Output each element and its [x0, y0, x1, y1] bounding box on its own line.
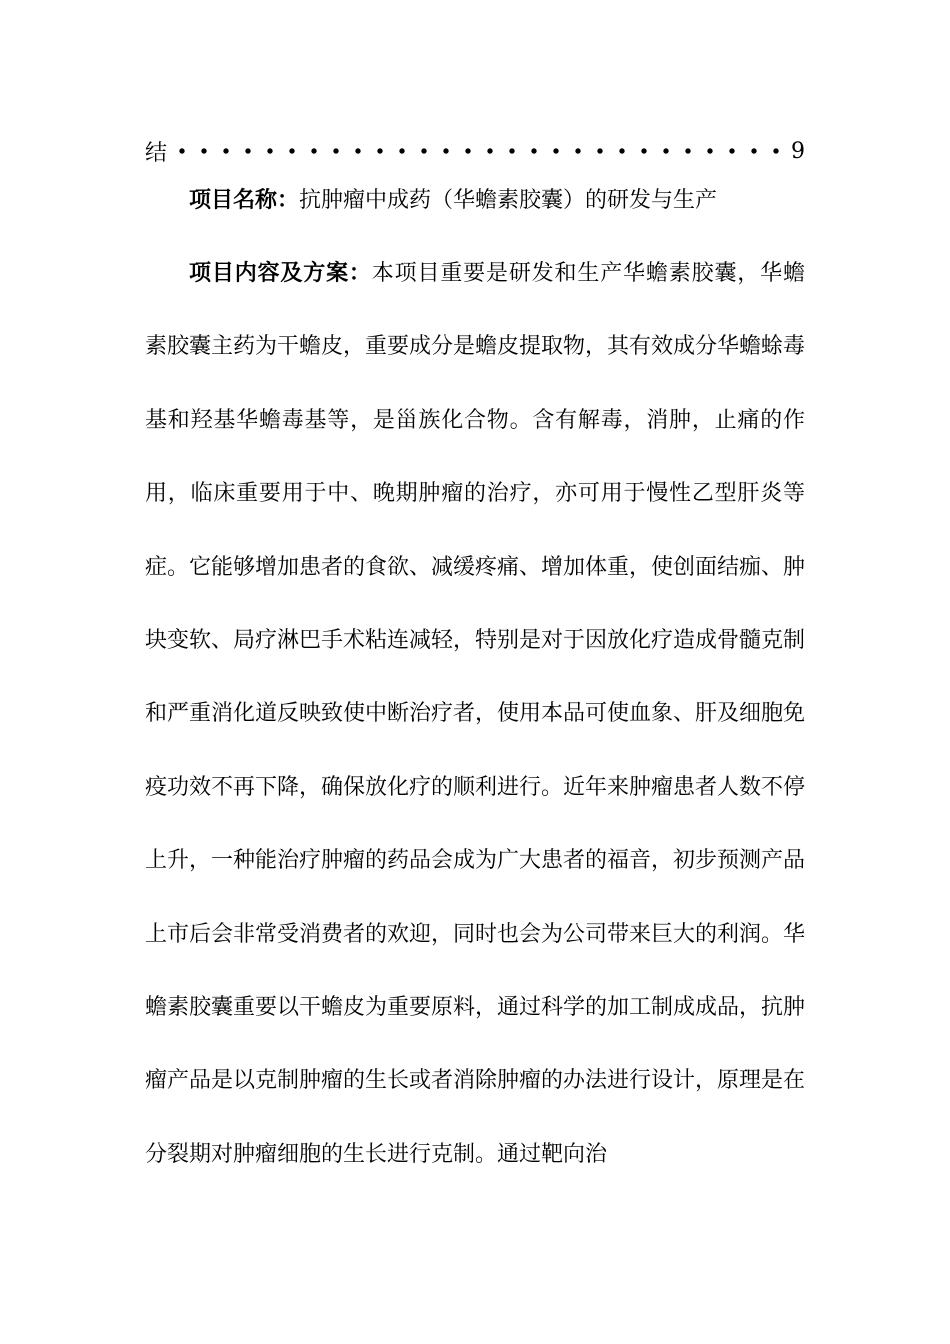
project-content-label: 项目内容及方案： [189, 260, 372, 286]
project-name-paragraph [145, 164, 805, 237]
project-content-text: 本项目重要是研发和生产华蟾素胶囊，华蟾素胶囊主药为干蟾皮，重要成分是蟾皮提取物，其有效成分华蟾蜍毒基和羟基华蟾毒基等，是甾族化合物。含有解毒，消肿，止痛的作用，临床重要用于中、晚期肿瘤的治疗，亦可用于慢性乙型肝炎等症。它能够增加患者的食欲、减缓疼痛、增加体重，使创面结痂、肿块变软、局疗淋巴手术粘连减轻，特别是对于因放化疗造成骨髓克制和严重消化道反映致使中断治疗者，使用本品可使血象、肝及细胞免疫功效不再下降，确保放化疗的顺利进行。近年来肿瘤患者人数不停上升，一种能治疗肿瘤的药品会成为广大患者的福音，初步预测产品上市后会非常受消费者的欢迎，同时也会为公司带来巨大的利润。华蟾素胶囊重要以干蟾皮为重要原料，通过科学的加工制成成品，抗肿瘤产品是以克制肿瘤的生长或者消除肿瘤的办法进行设计，原理是在分裂期对肿瘤细胞的生长进行克制。通过靶向治 [145, 261, 806, 1167]
toc-page-number: 9 [791, 138, 805, 164]
project-name-label: 项目名称： [189, 187, 300, 213]
project-content-paragraph [145, 237, 805, 1191]
toc-entry-text: 结 [145, 140, 168, 166]
project-name-value: 抗肿瘤中成药（华蟾素胶囊）的研发与生产 [299, 188, 718, 213]
